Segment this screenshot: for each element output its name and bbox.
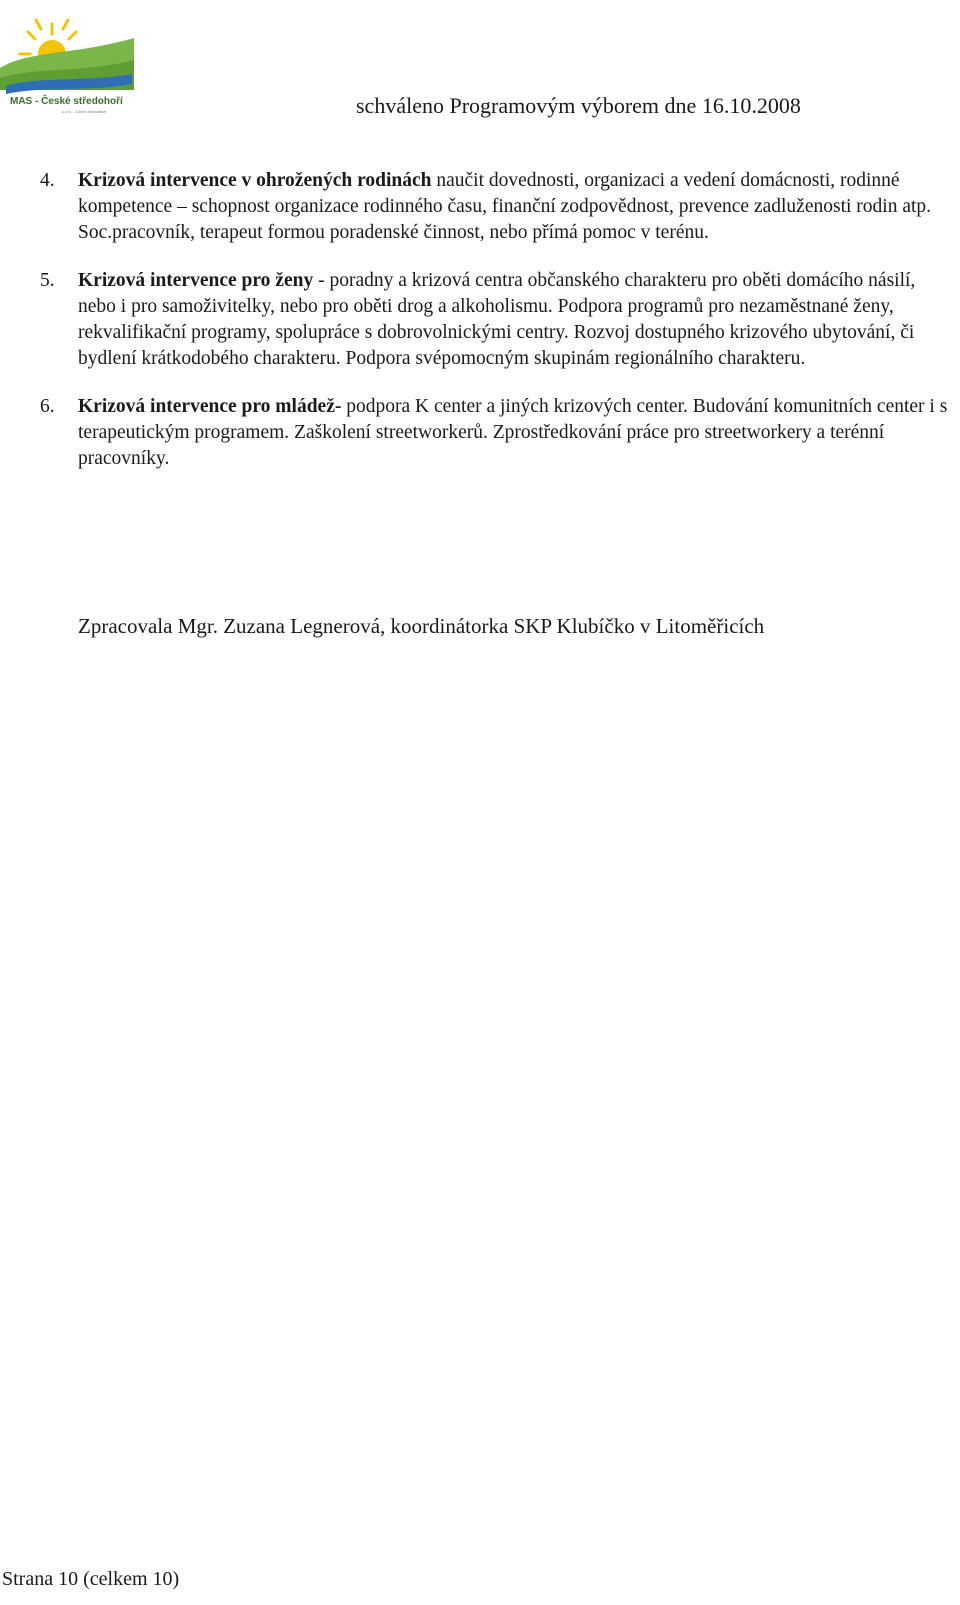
author-line: Zpracovala Mgr. Zuzana Legnerová, koordinátorka SKP Klubíčko v Litoměřicích	[78, 614, 765, 638]
item-title: Krizová intervence pro mládež-	[78, 396, 342, 417]
list-item	[40, 394, 950, 472]
logo-subtext: o.p.s. - Czech Innovation	[62, 109, 107, 114]
logo-text: MAS - České středohoří	[10, 96, 123, 107]
list-item	[40, 268, 950, 372]
item-text: naučit dovednosti, organizaci a vedení domácnosti, rodinné kompetence – schopnost organizace rodinného času, finanční zodpovědnost, prevence zadluženosti rodin atp. Soc.pracovník, terapeut formou poradenské činnost, nebo přímá pomoc v terénu.	[78, 170, 932, 243]
item-number: 4.	[40, 170, 55, 191]
intervention-list	[40, 168, 950, 494]
mas-logo-graphic	[0, 16, 136, 116]
item-text: - poradny a krizová centra občanského charakteru pro oběti domácího násilí, nebo i pro samoživitelky, nebo pro oběti drog a alkoholismu. Podpora programů pro nezaměstnané ženy, rekvalifikační programy, spolupráce s dobrovolnickými centry. Rozvoj dostupného krizového ubytování, či bydlení krátkodobého charakteru. Podpora svépomocným skupinám regionálního charakteru.	[78, 270, 916, 369]
item-title: Krizová intervence pro ženy	[78, 270, 314, 291]
item-number: 5.	[40, 270, 55, 291]
mas-logo	[0, 16, 136, 116]
item-number: 6.	[40, 396, 55, 417]
page-number: Strana 10 (celkem 10)	[2, 1568, 180, 1590]
item-title: Krizová intervence v ohrožených rodinách	[78, 170, 432, 191]
approval-note: schváleno Programovým výborem dne 16.10.2008	[356, 93, 801, 118]
list-item	[40, 168, 950, 246]
item-text: podpora K center a jiných krizových center. Budování komunitních center i s terapeutickým programem. Zaškolení streetworkerů. Zprostředkování práce pro streetworkery a terénní pracovníky.	[78, 396, 948, 469]
page-footer	[2, 1566, 179, 1592]
